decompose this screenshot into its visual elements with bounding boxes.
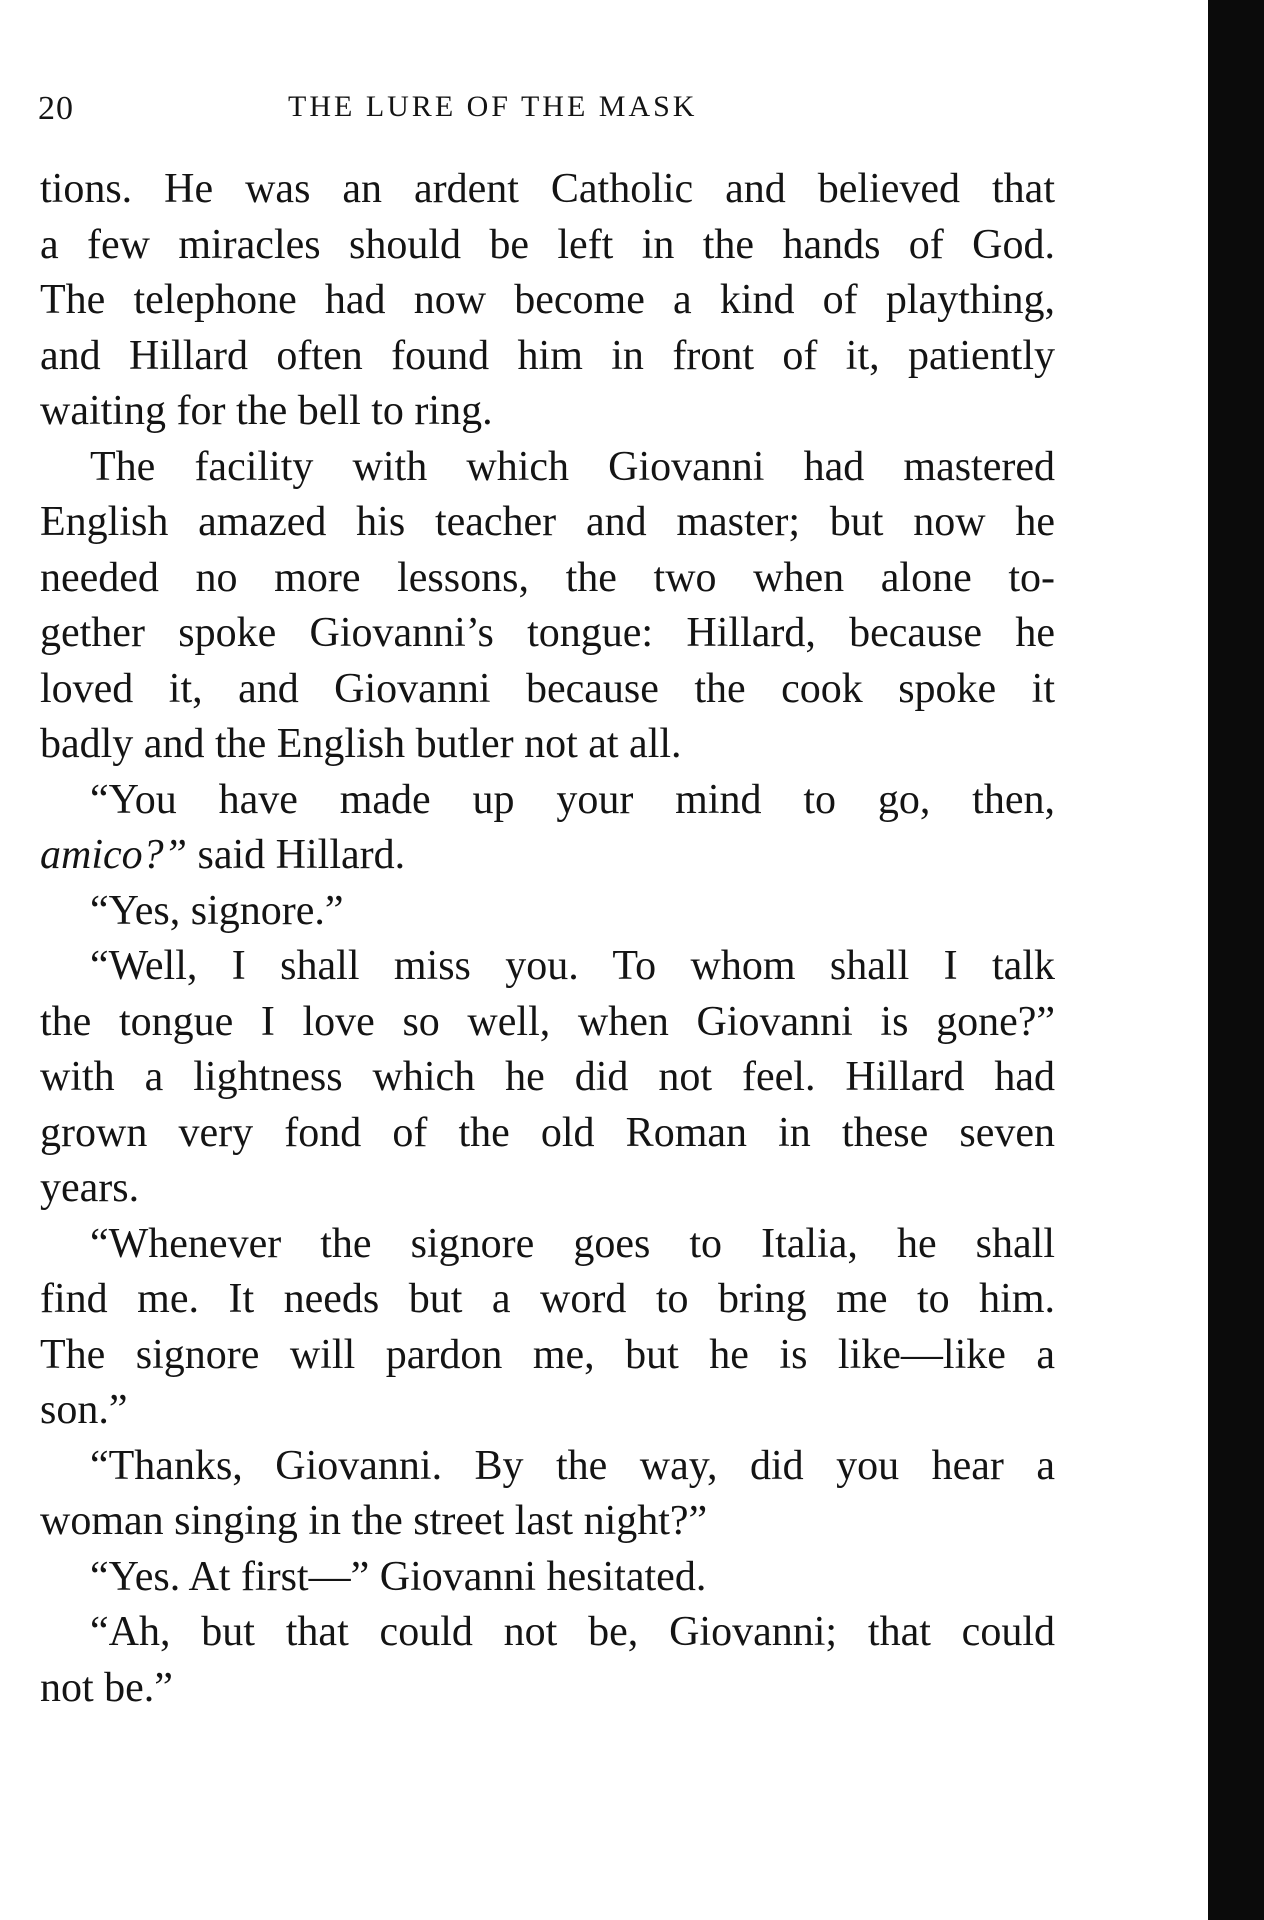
text-line: grown very fond of the old Roman in these seven bbox=[40, 1109, 1055, 1156]
text-line: “Yes. At first—” Giovanni hesitated. bbox=[90, 1553, 707, 1600]
text-line: tions. He was an ardent Catholic and believed that bbox=[40, 166, 1055, 212]
text-line: loved it, and Giovanni because the cook spoke it bbox=[40, 665, 1055, 712]
text-segment: said Hillard. bbox=[187, 832, 406, 878]
text-line: “You have made up your mind to go, then, bbox=[90, 776, 1055, 823]
italic-word: amico?” bbox=[40, 832, 187, 878]
text-line: a few miracles should be left in the hands of God. bbox=[40, 221, 1055, 268]
text-line: with a lightness which he did not feel. Hillard had bbox=[40, 1054, 1055, 1100]
text-line bbox=[40, 828, 1055, 884]
text-line: needed no more lessons, the two when alone to- bbox=[40, 554, 1055, 601]
text-line: the tongue I love so well, when Giovanni is gone?” bbox=[40, 998, 1055, 1045]
page-edge-shadow bbox=[1208, 0, 1264, 1920]
text-line: English amazed his teacher and master; but now he bbox=[40, 499, 1055, 545]
text-line: and Hillard often found him in front of it, patiently bbox=[40, 332, 1055, 379]
text-line: years. bbox=[40, 1165, 140, 1211]
text-line: find me. It needs but a word to bring me to him. bbox=[40, 1276, 1055, 1322]
body-text bbox=[40, 162, 1055, 1716]
text-line: “Thanks, Giovanni. By the way, did you hear a bbox=[90, 1442, 1055, 1489]
text-line: The signore will pardon me, but he is like—like a bbox=[40, 1331, 1055, 1378]
text-line: “Yes, signore.” bbox=[90, 887, 344, 934]
page-header bbox=[38, 82, 1058, 132]
text-line: waiting for the bell to ring. bbox=[40, 388, 493, 434]
text-line: “Ah, but that could not be, Giovanni; that could bbox=[90, 1609, 1055, 1655]
text-line: son.” bbox=[40, 1387, 128, 1433]
text-line: “Well, I shall miss you. To whom shall I talk bbox=[90, 943, 1055, 989]
text-line: “Whenever the signore goes to Italia, he shall bbox=[90, 1220, 1055, 1267]
text-line: woman singing in the street last night?” bbox=[40, 1498, 708, 1544]
text-line: badly and the English butler not at all. bbox=[40, 721, 682, 767]
running-head: THE LURE OF THE MASK bbox=[288, 90, 698, 123]
page-number: 20 bbox=[38, 90, 74, 127]
text-line: gether spoke Giovanni’s tongue: Hillard, because he bbox=[40, 610, 1055, 656]
text-line: The telephone had now become a kind of plaything, bbox=[40, 277, 1055, 323]
text-line: The facility with which Giovanni had mastered bbox=[90, 443, 1055, 490]
text-line: not be.” bbox=[40, 1664, 173, 1711]
